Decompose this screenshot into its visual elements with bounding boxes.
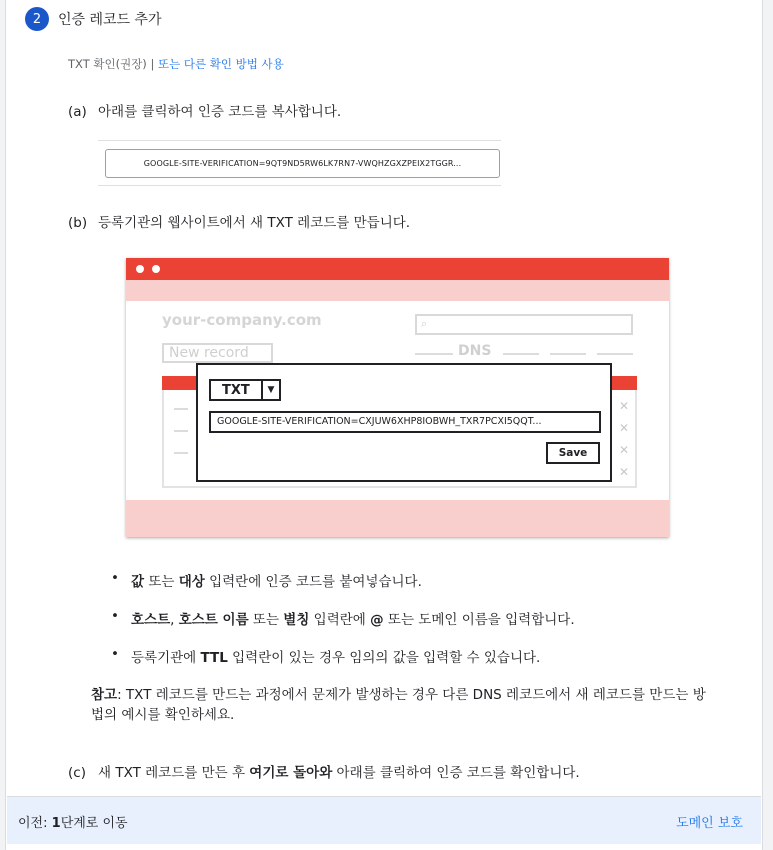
verification-method-line [68, 56, 284, 72]
previous-step-suffix: 단계로 이동 [60, 816, 128, 831]
substep-c-bold: 여기로 돌아와 [249, 765, 333, 781]
illustration-search-box [415, 314, 633, 335]
illustration-line [550, 353, 586, 355]
note-paragraph [91, 685, 711, 725]
bold-term: 호스트 이름 [178, 612, 249, 628]
bottom-gap [7, 844, 761, 850]
list-item [107, 646, 575, 684]
text-span: 입력란에 [309, 612, 371, 628]
text-span: , [170, 612, 179, 628]
text-span: 또는 [248, 612, 284, 628]
illustration-line [174, 452, 188, 454]
bold-term: 호스트 [131, 612, 171, 628]
illustration-new-record: New record [162, 343, 273, 363]
window-dot-icon [152, 265, 160, 273]
record-type-label: TXT [222, 382, 250, 398]
close-icon: ✕ [619, 465, 630, 479]
illustration-record-dialog [196, 363, 612, 482]
list-item [107, 608, 575, 646]
text-span: 입력란에 인증 코드를 붙여넣습니다. [204, 574, 422, 590]
step-panel [7, 0, 761, 850]
substep-c-post: 아래를 클릭하여 인증 코드를 확인합니다. [332, 765, 580, 781]
step-footer [7, 796, 761, 844]
illustration-line [174, 430, 188, 432]
alternate-method-link[interactable]: 또는 다른 확인 방법 사용 [157, 57, 284, 71]
illustration-line [415, 353, 453, 355]
frame-edge-right [762, 0, 773, 850]
substep-b-letter: (b) [68, 215, 88, 231]
illustration-line [597, 353, 633, 355]
step-number-badge: 2 [25, 7, 49, 31]
note-text: : TXT 레코드를 만드는 과정에서 문제가 발생하는 경우 다른 DNS 레코드에서 새 레코드를 만드는 방법의 예시를 확인하세요. [91, 687, 706, 723]
close-icon: ✕ [619, 399, 630, 413]
search-icon: ⌕ [421, 317, 428, 330]
illustration-domain: your-company.com [162, 311, 322, 329]
domain-protection-link[interactable]: 도메인 보호 [676, 816, 743, 831]
substep-c [68, 761, 580, 781]
instruction-list [107, 570, 575, 684]
window-dot-icon [136, 265, 144, 273]
previous-step-button[interactable] [18, 812, 128, 831]
illustration-browser-bar [126, 258, 669, 280]
close-icon: ✕ [619, 421, 630, 435]
note-label: 참고 [91, 687, 118, 703]
text-span: 등록기관에 [131, 650, 201, 666]
illustration-header-band [126, 280, 669, 301]
close-icon: ✕ [619, 443, 630, 457]
registrar-illustration [126, 258, 669, 537]
illustration-record-value: GOOGLE-SITE-VERIFICATION=CXJUW6XHP8IOBWH_TXR7PCXI5QQT... [209, 411, 601, 433]
substep-c-letter: (c) [68, 765, 86, 781]
current-method-label: TXT 확인(권장) [68, 57, 147, 71]
verification-code-container [98, 140, 501, 186]
substep-b [68, 211, 410, 231]
list-item [107, 570, 575, 608]
text-span: 입력란이 있는 경우 임의의 값을 입력할 수 있습니다. [227, 650, 541, 666]
previous-step-number: 1 [51, 816, 61, 831]
bold-term: 값 [131, 574, 145, 590]
illustration-record-type-select [209, 379, 281, 401]
illustration-line [174, 408, 188, 410]
verification-code-copy-field[interactable]: GOOGLE-SITE-VERIFICATION=9QT9ND5RW6LK7RN7-VWQHZGXZPEIX2TGGR... [105, 149, 500, 178]
previous-step-prefix: 이전: [18, 816, 52, 831]
bold-term: 별칭 [283, 612, 310, 628]
illustration-footer-band [126, 500, 669, 537]
substep-a [68, 100, 341, 120]
dropdown-arrow-icon: ▼ [261, 381, 279, 399]
frame-edge-left [0, 0, 6, 850]
substep-b-text: 등록기관의 웹사이트에서 새 TXT 레코드를 만듭니다. [98, 215, 411, 231]
bold-term: TTL [200, 650, 228, 666]
method-separator: | [146, 57, 158, 71]
step-header [25, 7, 162, 31]
substep-c-pre: 새 TXT 레코드를 만든 후 [98, 765, 250, 781]
text-span: 또는 [144, 574, 179, 590]
illustration-save-button: Save [546, 442, 600, 464]
substep-a-letter: (a) [68, 104, 87, 120]
illustration-dns-label: DNS [458, 343, 492, 359]
step-title: 인증 레코드 추가 [58, 12, 162, 28]
bold-term: 대상 [178, 574, 205, 590]
bold-term: @ [370, 612, 384, 628]
illustration-line [503, 353, 539, 355]
substep-a-text: 아래를 클릭하여 인증 코드를 복사합니다. [98, 104, 342, 120]
text-span: 또는 도메인 이름을 입력합니다. [383, 612, 575, 628]
